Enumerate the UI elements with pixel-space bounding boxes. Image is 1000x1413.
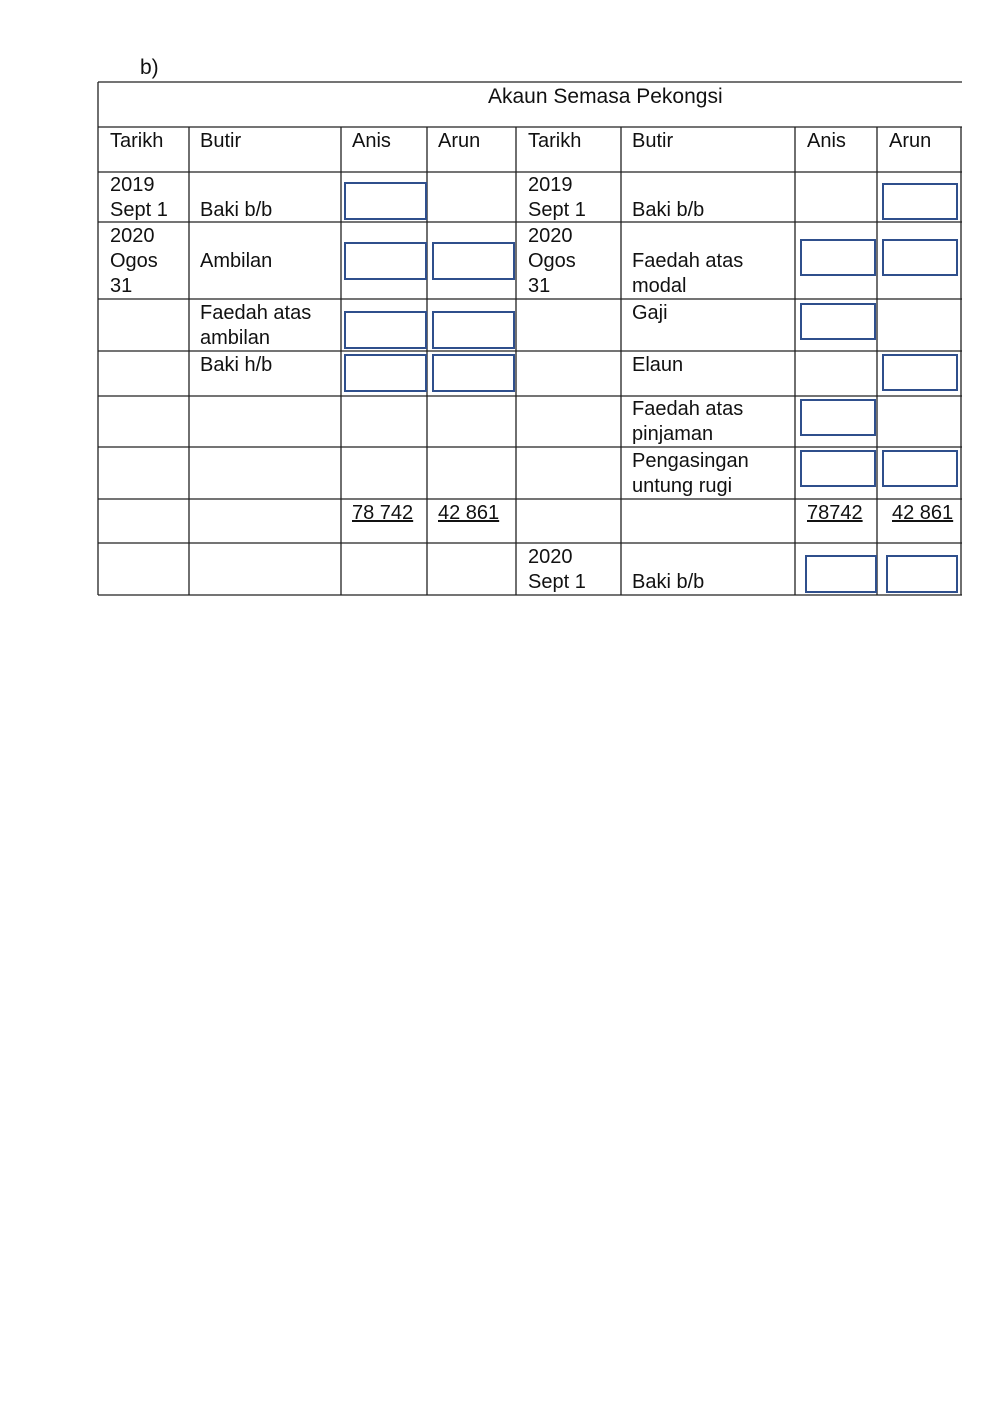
- section-label: b): [140, 56, 159, 79]
- right-baki-bb-arun-input[interactable]: [882, 183, 958, 220]
- header-anis-right: Anis: [807, 130, 846, 152]
- right-pengasingan-anis-input[interactable]: [800, 450, 876, 487]
- total-left-anis: 78 742: [352, 502, 414, 524]
- right-gaji-anis-input[interactable]: [800, 303, 876, 340]
- left-faedah-ambilan-arun-input[interactable]: [432, 311, 515, 349]
- right-faedah-modal-arun-input[interactable]: [882, 239, 958, 276]
- left-ambilan-arun-input[interactable]: [432, 242, 515, 280]
- total-right-anis: 78742: [807, 502, 863, 524]
- total-right-arun: 42 861: [892, 502, 954, 524]
- left-row2-date-day: 31: [110, 275, 133, 297]
- closing-baki-anis-input[interactable]: [805, 555, 877, 593]
- left-ambilan-anis-input[interactable]: [344, 242, 427, 280]
- header-anis-left: Anis: [352, 130, 391, 152]
- header-arun-right: Arun: [889, 130, 932, 152]
- header-arun-left: Arun: [438, 130, 481, 152]
- closing-baki-arun-input[interactable]: [886, 555, 958, 593]
- left-row1-date-day: Sept 1: [110, 199, 168, 221]
- right-row2-date-day: 31: [528, 275, 551, 297]
- closing-item: Baki b/b: [632, 571, 705, 593]
- left-row1-date-year: 2019: [110, 174, 155, 196]
- right-faedah-modal-anis-input[interactable]: [800, 239, 876, 276]
- header-tarikh-right: Tarikh: [528, 130, 582, 152]
- right-faedah-pinjaman-anis-input[interactable]: [800, 399, 876, 436]
- right-row6-item-line2: untung rugi: [632, 475, 733, 497]
- right-row5-item-line1: Faedah atas: [632, 398, 744, 420]
- total-left-arun: 42 861: [438, 502, 500, 524]
- right-row2-item-line1: Faedah atas: [632, 250, 744, 272]
- right-pengasingan-arun-input[interactable]: [882, 450, 958, 487]
- right-row6-item-line1: Pengasingan: [632, 450, 749, 472]
- left-row1-item: Baki b/b: [200, 199, 273, 221]
- header-butir-left: Butir: [200, 130, 242, 152]
- left-row3-item-line1: Faedah atas: [200, 302, 312, 324]
- closing-date-day: Sept 1: [528, 571, 586, 593]
- right-row4-item: Elaun: [632, 354, 684, 376]
- left-faedah-ambilan-anis-input[interactable]: [344, 311, 427, 349]
- left-row2-item: Ambilan: [200, 250, 273, 272]
- right-row2-date-year: 2020: [528, 225, 573, 247]
- header-tarikh-left: Tarikh: [110, 130, 164, 152]
- left-row3-item-line2: ambilan: [200, 327, 271, 349]
- right-row1-date-year: 2019: [528, 174, 573, 196]
- left-row4-item: Baki h/b: [200, 354, 273, 376]
- right-elaun-arun-input[interactable]: [882, 354, 958, 391]
- right-row3-item: Gaji: [632, 302, 668, 324]
- ledger-title: Akaun Semasa Pekongsi: [488, 85, 723, 108]
- closing-date-year: 2020: [528, 546, 573, 568]
- right-row1-date-day: Sept 1: [528, 199, 586, 221]
- left-row2-date-month: Ogos: [110, 250, 158, 272]
- right-row5-item-line2: pinjaman: [632, 423, 714, 445]
- header-butir-right: Butir: [632, 130, 674, 152]
- right-row2-item-line2: modal: [632, 275, 687, 297]
- right-row1-item: Baki b/b: [632, 199, 705, 221]
- left-baki-hb-arun-input[interactable]: [432, 354, 515, 392]
- right-row2-date-month: Ogos: [528, 250, 576, 272]
- left-baki-bb-anis-input[interactable]: [344, 182, 427, 220]
- left-baki-hb-anis-input[interactable]: [344, 354, 427, 392]
- left-row2-date-year: 2020: [110, 225, 155, 247]
